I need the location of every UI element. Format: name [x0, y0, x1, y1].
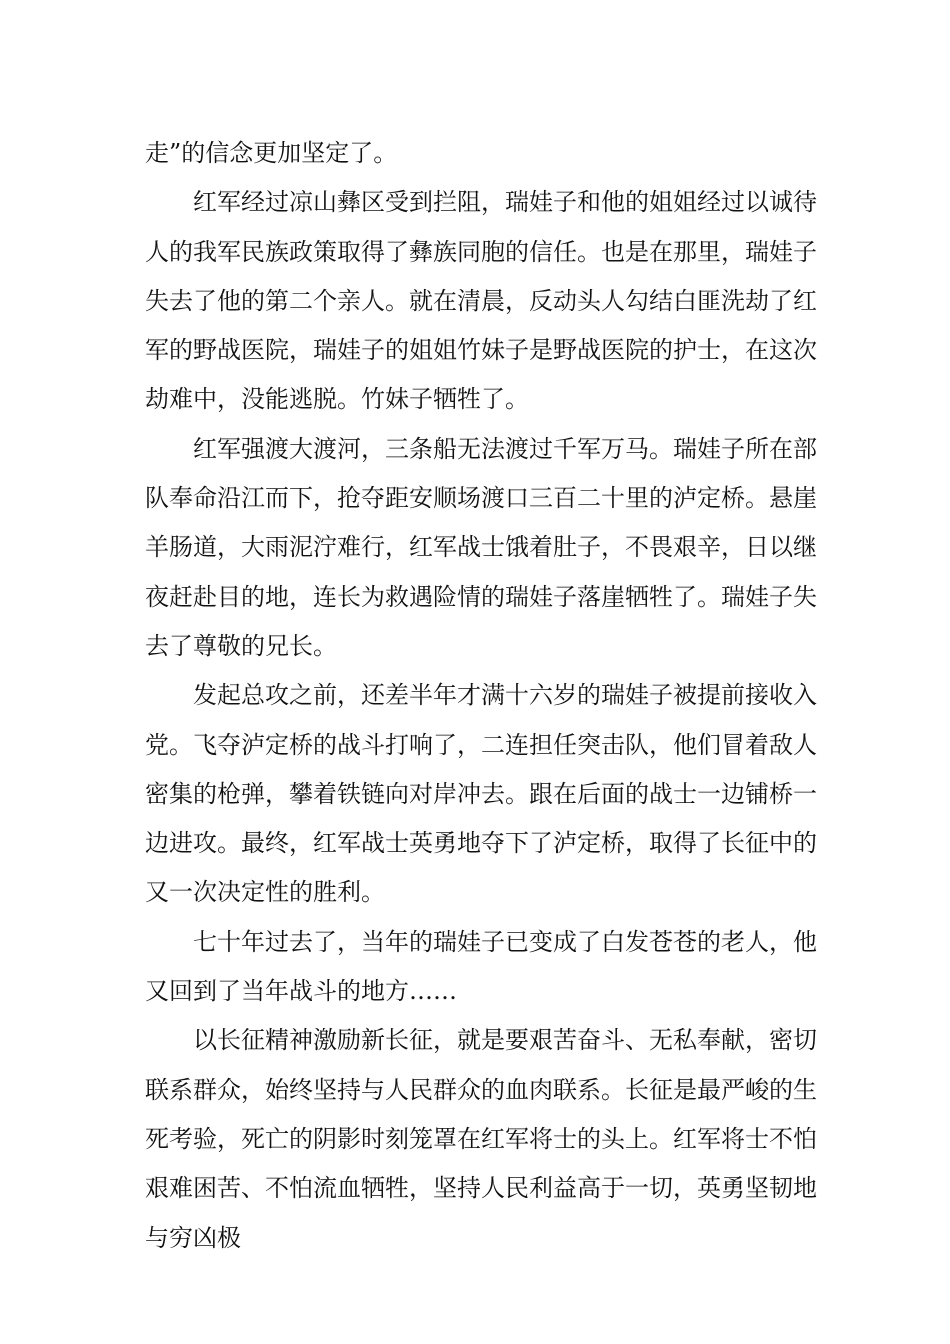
paragraph: 七十年过去了，当年的瑞娃子已变成了白发苍苍的老人，他又回到了当年战斗的地方…… [145, 927, 817, 1006]
paragraph: 红军强渡大渡河，三条船无法渡过千军万马。瑞娃子所在部队奉命沿江而下，抢夺距安顺场渡口三百二十里的泸定桥。悬崖羊肠道，大雨泥泞难行，红军战士饿着肚子，不畏艰辛，日以继夜赶赴目的地，连长为救遇险情的瑞娃子落崖牺牲了。瑞娃子失去了尊敬的兄长。 [145, 434, 817, 660]
paragraph: 红军经过凉山彝区受到拦阻，瑞娃子和他的姐姐经过以诚待人的我军民族政策取得了彝族同胞的信任。也是在那里，瑞娃子失去了他的第二个亲人。就在清晨，反动头人勾结白匪洗劫了红军的野战医院，瑞娃子的姐姐竹妹子是野战医院的护士，在这次劫难中，没能逃脱。竹妹子牺牲了。 [145, 188, 817, 414]
body-text [145, 129, 817, 1263]
paragraph-continued: 走”的信念更加坚定了。 [145, 139, 398, 167]
paragraph: 发起总攻之前，还差半年才满十六岁的瑞娃子被提前接收入党。飞夺泸定桥的战斗打响了，二连担任突击队，他们冒着敌人密集的枪弹，攀着铁链向对岸冲去。跟在后面的战士一边铺桥一边进攻。最终，红军战士英勇地夺下了泸定桥，取得了长征中的又一次决定性的胜利。 [145, 681, 817, 907]
paragraph: 以长征精神激励新长征，就是要艰苦奋斗、无私奉献，密切联系群众，始终坚持与人民群众的血肉联系。长征是最严峻的生死考验，死亡的阴影时刻笼罩在红军将士的头上。红军将士不怕艰难困苦、不怕流血牺牲，坚持人民利益高于一切，英勇坚韧地与穷凶极 [145, 1026, 817, 1252]
